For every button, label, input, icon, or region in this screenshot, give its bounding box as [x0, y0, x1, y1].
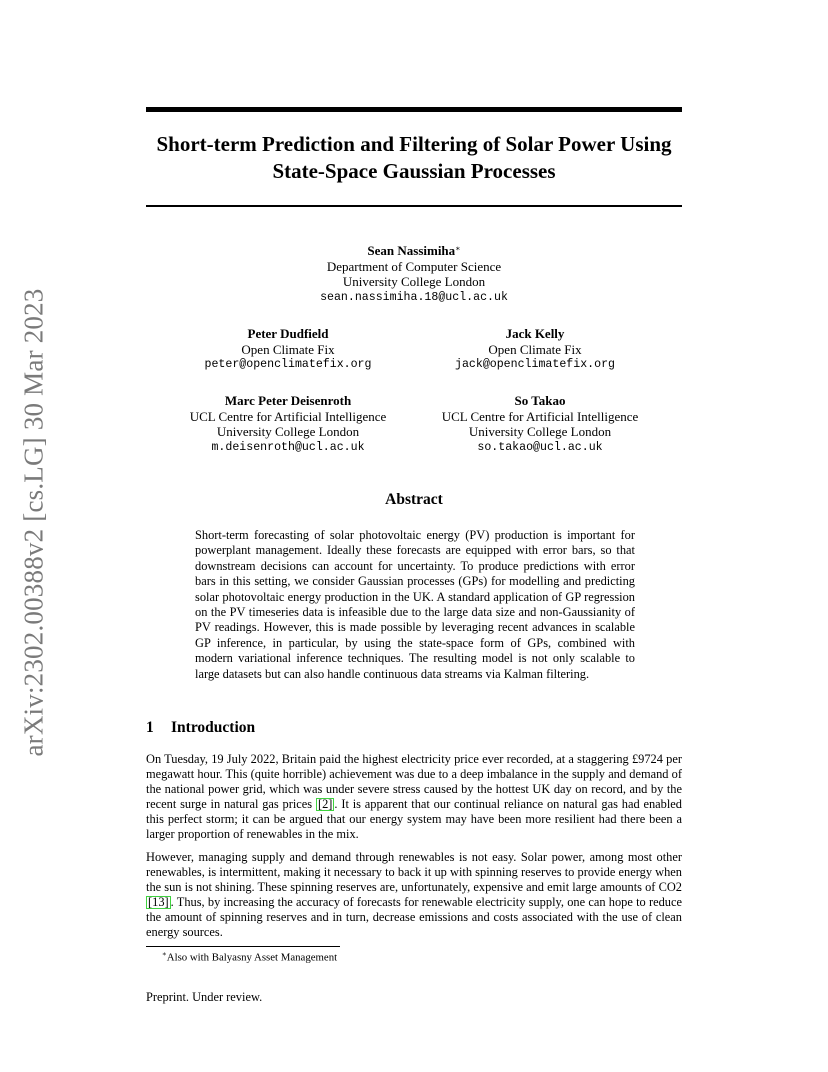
- footnote-rule: [146, 946, 340, 947]
- paragraph-text: . It is apparent that our continual reliance on natural gas had enabled this perfect storm; it can be argued that our energy system may have been more resilient had there been a larger proportion of renewables in the mix.: [146, 797, 682, 842]
- author-affiliation: University College London: [468, 424, 612, 439]
- footnote: [162, 950, 337, 964]
- author-name: Marc Peter Deisenroth: [224, 393, 352, 408]
- author-block-5: [415, 393, 665, 455]
- author-name: So Takao: [514, 393, 566, 408]
- author-email[interactable]: sean.nassimiha.18@ucl.ac.uk: [320, 290, 508, 304]
- section-heading: [146, 719, 255, 737]
- title-bottom-rule: [146, 205, 682, 207]
- intro-paragraph-1: [146, 752, 682, 843]
- intro-paragraph-2: [146, 850, 682, 941]
- author-block-1: [264, 243, 564, 305]
- author-email[interactable]: m.deisenroth@ucl.ac.uk: [211, 440, 365, 454]
- author-email[interactable]: peter@openclimatefix.org: [204, 358, 372, 371]
- footnote-marker: ∗: [455, 244, 461, 253]
- page-footer: Preprint. Under review.: [146, 990, 263, 1004]
- author-block-4: [168, 393, 408, 455]
- author-email[interactable]: so.takao@ucl.ac.uk: [477, 440, 603, 454]
- citation-link[interactable]: [2]: [317, 797, 333, 812]
- author-name: Sean Nassimiha: [367, 243, 456, 258]
- author-affiliation: Open Climate Fix: [488, 341, 582, 357]
- author-email[interactable]: jack@openclimatefix.org: [454, 358, 616, 371]
- citation-link[interactable]: [13]: [148, 895, 169, 910]
- paper-title: Short-term Prediction and Filtering of Solar Power Using State-Space Gaussian Processes: [156, 132, 672, 183]
- author-affiliation: UCL Centre for Artificial Intelligence: [441, 408, 639, 424]
- title-top-rule: [146, 107, 682, 112]
- abstract-text: Short-term forecasting of solar photovoltaic energy (PV) production is important for powerplant management. Ideally these forecasts are equipped with error bars, so that downstream decisions can account for uncertainty. To produce predictions with error bars in this setting, we consider Gaussian processes (GPs) for modelling and predicting solar photovoltaic energy production in the UK. A standard application of GP regression on the PV timeseries data is infeasible due to the large data size and non-Gaussianity of PV readings. However, this is made possible by leveraging recent advances in scalable GP inference, in particular, by using the state-space form of GPs, combined with modern variational inference techniques. The resulting model is not only scalable to large datasets but can also handle continuous data streams via Kalman filtering.: [195, 528, 635, 681]
- abstract-heading: Abstract: [385, 491, 443, 508]
- section-number: 1: [146, 719, 154, 736]
- author-affiliation: Open Climate Fix: [241, 341, 335, 357]
- author-block-2: [168, 326, 408, 373]
- footnote-text: Also with Balyasny Asset Management: [166, 951, 338, 964]
- author-affiliation: University College London: [342, 274, 486, 289]
- arxiv-identifier: arXiv:2302.00388v2 [cs.LG] 30 Mar 2023: [18, 288, 49, 757]
- author-block-3: [415, 326, 655, 373]
- section-title: Introduction: [171, 719, 256, 736]
- author-name: Peter Dudfield: [247, 326, 329, 341]
- arxiv-sidebar-stamp: [16, 285, 52, 760]
- author-affiliation: Department of Computer Science: [326, 258, 502, 274]
- author-affiliation: University College London: [216, 424, 360, 439]
- author-name: Jack Kelly: [505, 326, 565, 341]
- paragraph-text: However, managing supply and demand through renewables is not easy. Solar power, among most other renewables, is intermittent, making it necessary to back it up with spinning reserves to provide energy when the sun is not shining. These spinning reserves are, unfortunately, expensive and emit large amounts of CO2: [146, 850, 682, 895]
- footnote-marker: ∗: [162, 950, 167, 958]
- paragraph-text: On Tuesday, 19 July 2022, Britain paid the highest electricity price ever recorded, at a staggering £9724 per megawatt hour. This (quite horrible) achievement was due to a deep imbalance in the supply and demand of the national power grid, which was under severe stress caused by the hottest UK day on record, and by the recent surge in natural gas prices: [146, 752, 682, 812]
- author-affiliation: UCL Centre for Artificial Intelligence: [189, 408, 387, 424]
- paragraph-text: . Thus, by increasing the accuracy of forecasts for renewable electricity supply, one can hope to reduce the amount of spinning reserves and in turn, decrease emissions and costs associated with the use of clean energy sources.: [146, 895, 682, 940]
